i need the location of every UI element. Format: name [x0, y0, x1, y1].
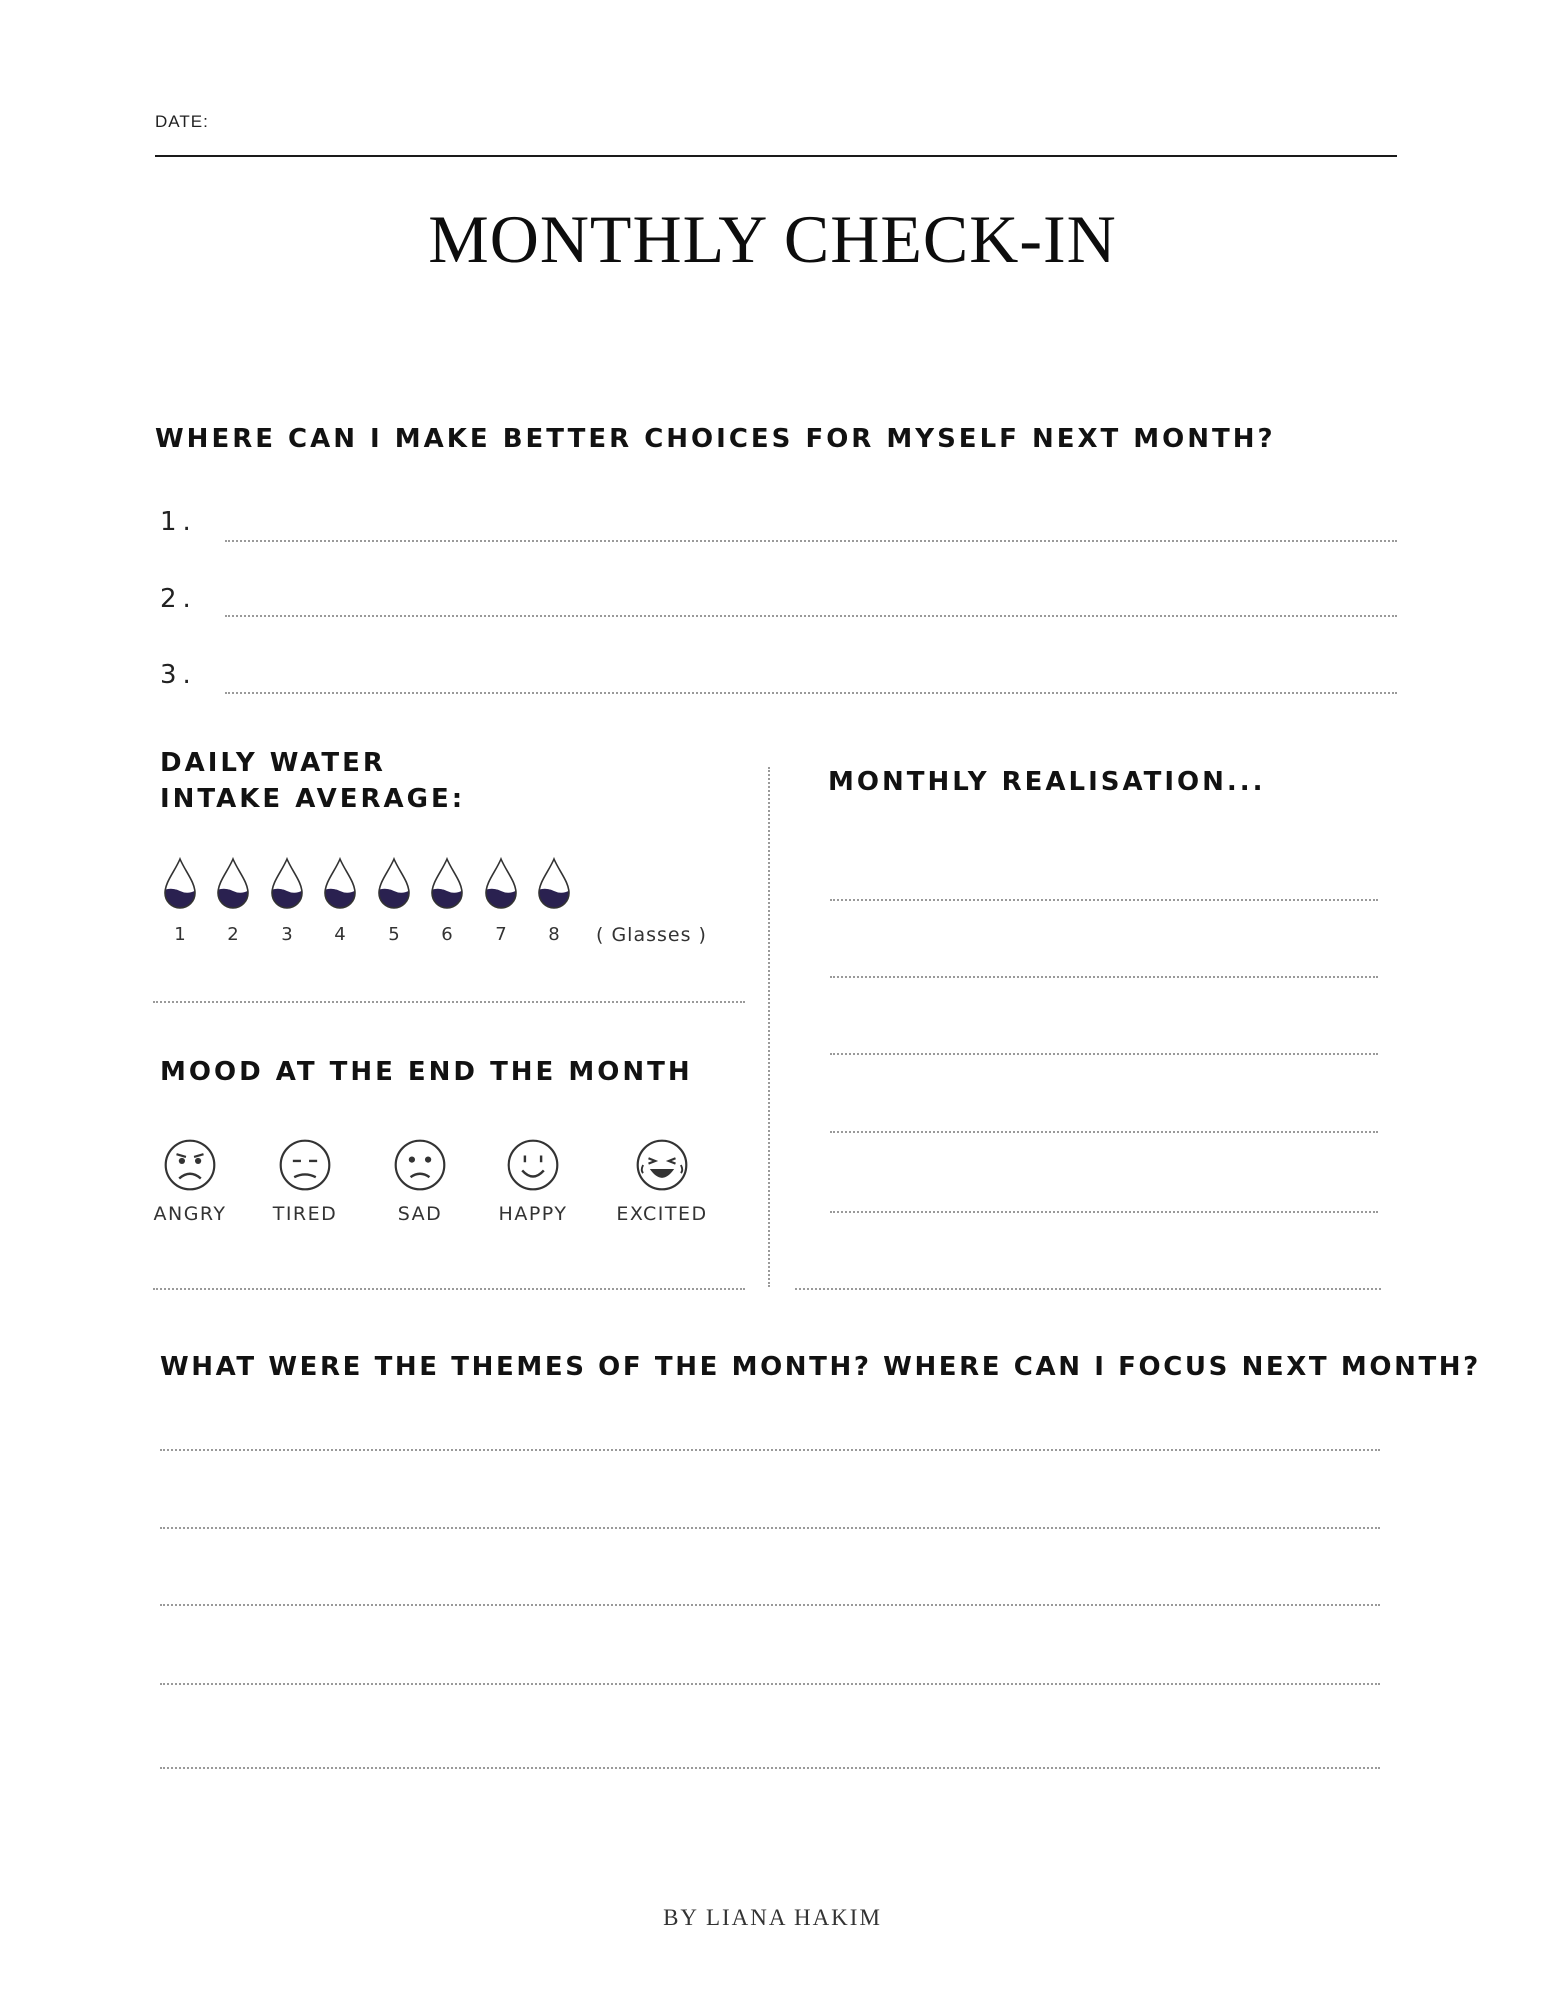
- themes-line-2[interactable]: [160, 1527, 1380, 1529]
- mood-label-happy: HAPPY: [498, 1203, 568, 1225]
- water-drop-icon[interactable]: [322, 856, 358, 910]
- choice-line-2[interactable]: [225, 615, 1397, 617]
- water-drop-icon[interactable]: [269, 856, 305, 910]
- themes-line-1[interactable]: [160, 1449, 1380, 1451]
- water-heading-line-1: DAILY WATER: [160, 748, 386, 778]
- choice-line-3[interactable]: [225, 692, 1397, 694]
- mood-excited-icon[interactable]: [635, 1138, 689, 1192]
- choice-line-1[interactable]: [225, 540, 1397, 542]
- mood-label-sad: SAD: [397, 1203, 443, 1225]
- water-drop-icon[interactable]: [376, 856, 412, 910]
- choices-heading: WHERE CAN I MAKE BETTER CHOICES FOR MYSELF NEXT MONTH?: [155, 424, 1276, 454]
- mood-label-angry: ANGRY: [153, 1203, 227, 1225]
- mood-tired-icon[interactable]: [278, 1138, 332, 1192]
- realisation-line-3[interactable]: [830, 1053, 1378, 1055]
- mood-sad-icon[interactable]: [393, 1138, 447, 1192]
- realisation-line-6[interactable]: [795, 1288, 1381, 1290]
- glass-number-7: 7: [495, 924, 507, 945]
- realisation-line-1[interactable]: [830, 899, 1378, 901]
- water-section-divider: [153, 1001, 745, 1003]
- themes-line-4[interactable]: [160, 1683, 1380, 1685]
- mood-label-excited: EXCITED: [616, 1203, 708, 1225]
- glass-number-8: 8: [548, 924, 560, 945]
- mood-happy-icon[interactable]: [506, 1138, 560, 1192]
- date-input-line[interactable]: [155, 155, 1397, 157]
- choice-number-2: 2.: [160, 584, 197, 614]
- realisation-line-4[interactable]: [830, 1131, 1378, 1133]
- glass-number-6: 6: [441, 924, 453, 945]
- water-drop-icon[interactable]: [536, 856, 572, 910]
- mood-angry-icon[interactable]: [163, 1138, 217, 1192]
- choice-number-1: 1.: [160, 507, 197, 537]
- glasses-unit-label: ( Glasses ): [596, 924, 707, 946]
- mood-section-divider: [153, 1288, 745, 1290]
- mood-label-tired: TIRED: [272, 1203, 338, 1225]
- realisation-heading: MONTHLY REALISATION...: [828, 767, 1266, 797]
- water-heading-line-2: INTAKE AVERAGE:: [160, 784, 466, 814]
- themes-heading: WHAT WERE THE THEMES OF THE MONTH? WHERE CAN I FOCUS NEXT MONTH?: [160, 1352, 1481, 1382]
- date-label: DATE:: [155, 112, 209, 131]
- water-drop-icon[interactable]: [429, 856, 465, 910]
- author-credit: BY LIANA HAKIM: [663, 1905, 882, 1930]
- water-drop-icon[interactable]: [215, 856, 251, 910]
- glass-number-2: 2: [227, 924, 239, 945]
- glass-number-3: 3: [281, 924, 293, 945]
- glass-number-5: 5: [388, 924, 400, 945]
- mood-heading: MOOD AT THE END THE MONTH: [160, 1057, 693, 1087]
- page-title: MONTHLY CHECK-IN: [428, 201, 1117, 277]
- themes-line-3[interactable]: [160, 1604, 1380, 1606]
- realisation-line-2[interactable]: [830, 976, 1378, 978]
- choice-number-3: 3.: [160, 660, 197, 690]
- glass-number-4: 4: [334, 924, 346, 945]
- themes-line-5[interactable]: [160, 1767, 1380, 1769]
- water-drop-icon[interactable]: [483, 856, 519, 910]
- glass-number-1: 1: [174, 924, 186, 945]
- realisation-line-5[interactable]: [830, 1211, 1378, 1213]
- column-divider: [768, 767, 770, 1287]
- water-drop-icon[interactable]: [162, 856, 198, 910]
